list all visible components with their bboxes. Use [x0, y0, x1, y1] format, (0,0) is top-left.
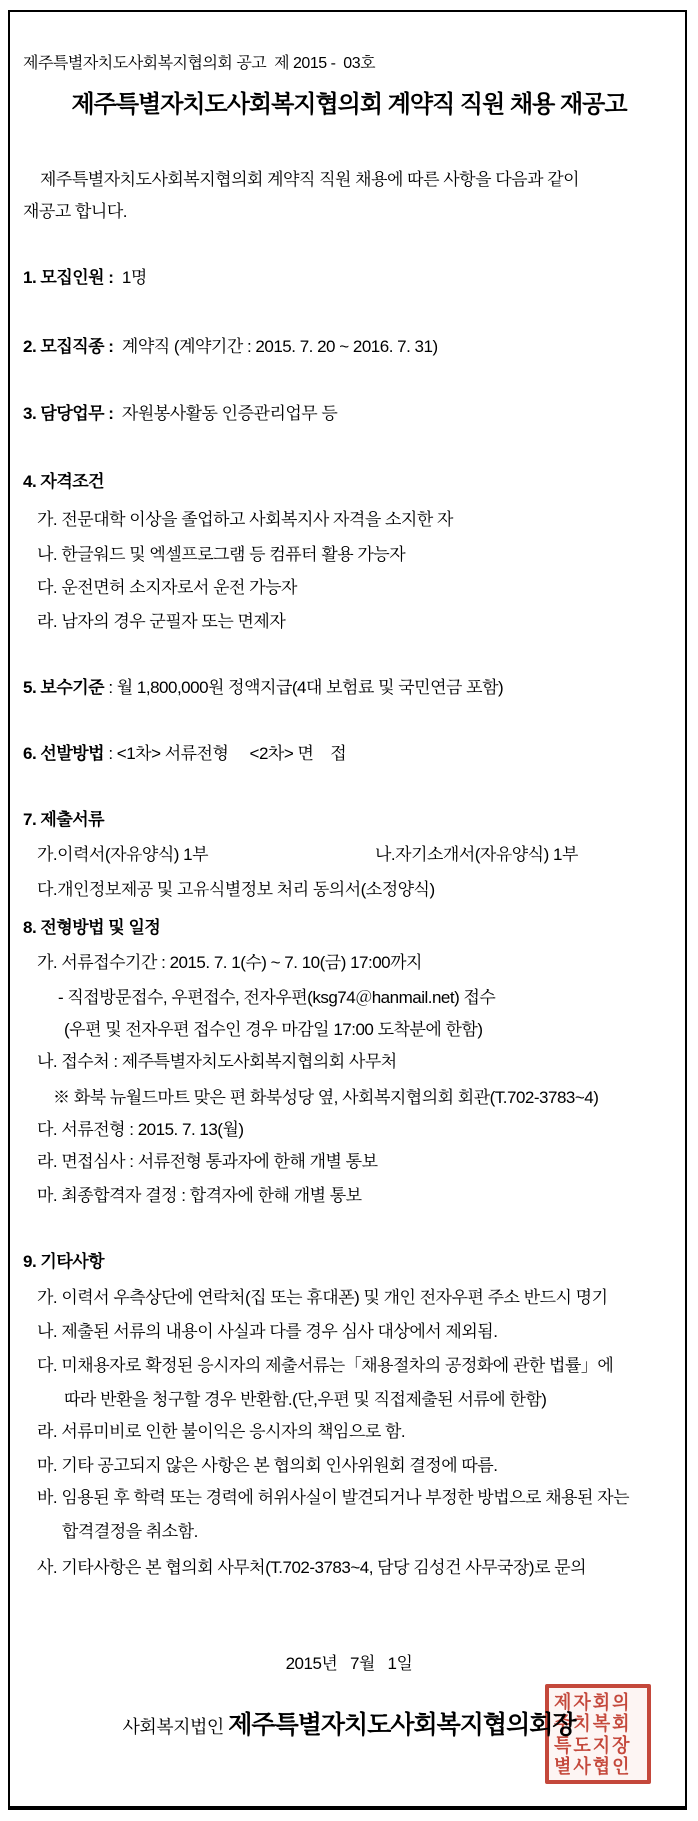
section-5-value: : 월 1,800,000원 정액지급(4대 보험료 및 국민연금 포함)	[104, 678, 504, 697]
seal-row: 별사협인	[554, 1755, 632, 1777]
intro-line-2: 재공고 합니다.	[23, 202, 127, 221]
section-9-item: 다. 미채용자로 확정된 응시자의 제출서류는「채용절차의 공정화에 관한 법률」에	[37, 1356, 614, 1375]
section-3-value: 자원봉사활동 인증관리업무 등	[117, 404, 338, 423]
section-9-heading: 9. 기타사항	[23, 1252, 105, 1271]
section-9-item: 마. 기타 공고되지 않은 사항은 본 협의회 인사위원회 결정에 따름.	[37, 1456, 498, 1475]
section-8-heading: 8. 전형방법 및 일정	[23, 918, 161, 937]
seal-row: 제자회의	[554, 1691, 632, 1713]
section-6-value: : <1차> 서류전형 <2차> 면 접	[104, 744, 347, 763]
document-date: 2015년 7월 1일	[285, 1654, 413, 1673]
section-4-item: 나. 한글워드 및 엑셀프로그램 등 컴퓨터 활용 가능자	[37, 545, 406, 564]
section-8-note: ※ 화북 뉴월드마트 맞은 편 화북성당 옆, 사회복지협의회 회관(T.702-3783~4)	[53, 1088, 599, 1107]
section-7-item-consent: 다.개인정보제공 및 고유식별정보 처리 동의서(소정양식)	[37, 880, 435, 899]
section-8-item: 마. 최종합격자 결정 : 합격자에 한해 개별 통보	[37, 1186, 362, 1205]
section-9-subitem: 따라 반환을 청구할 경우 반환함.(단,우편 및 직접제출된 서류에 한함)	[64, 1390, 547, 1409]
section-2-value: 계약직 (계약기간 : 2015. 7. 20 ~ 2016. 7. 31)	[117, 337, 438, 356]
section-3-duties	[23, 403, 337, 425]
section-8-subitem: - 직접방문접수, 우편접수, 전자우편(ksg74＠hanmail.net) 접수	[58, 988, 496, 1007]
section-1-recruit-count	[23, 267, 147, 289]
intro-line-1: 제주특별자치도사회복지협의회 계약직 직원 채용에 따른 사항을 다음과 같이	[40, 170, 580, 189]
notice-number: 제주특별자치도사회복지협의회 공고 제 2015 - 03호	[23, 55, 376, 72]
section-1-value: 1명	[117, 268, 147, 287]
section-3-label: 3. 담당업무 :	[23, 404, 118, 423]
section-8-subitem: (우편 및 전자우편 접수인 경우 마감일 17:00 도착분에 한함)	[64, 1020, 483, 1039]
section-6-selection-method	[23, 743, 346, 765]
section-2-job-type	[23, 336, 438, 358]
signature-org-type: 사회복지법인	[122, 1717, 229, 1737]
section-5-label: 5. 보수기준	[23, 678, 105, 697]
section-7-item-cover-letter: 나.자기소개서(자유양식) 1부	[375, 845, 578, 864]
section-9-item: 라. 서류미비로 인한 불이익은 응시자의 책임으로 함.	[37, 1422, 406, 1441]
section-8-item: 다. 서류전형 : 2015. 7. 13(월)	[37, 1120, 244, 1139]
signature	[0, 1705, 698, 1741]
section-7-item-resume: 가.이력서(자유양식) 1부	[37, 845, 209, 864]
section-8-item: 가. 서류접수기간 : 2015. 7. 1(수) ~ 7. 10(금) 17:00까지	[37, 953, 422, 972]
section-4-heading: 4. 자격조건	[23, 472, 105, 491]
section-9-item: 사. 기타사항은 본 협의회 사무처(T.702-3783~4, 담당 김성건 사무국장)로 문의	[37, 1558, 587, 1577]
section-6-label: 6. 선발방법	[23, 744, 105, 763]
signature-president-name: 제주특별자치도사회복지협의회장	[228, 1711, 576, 1739]
section-9-item: 나. 제출된 서류의 내용이 사실과 다를 경우 심사 대상에서 제외됨.	[37, 1322, 498, 1341]
section-8-item: 라. 면접심사 : 서류전형 통과자에 한해 개별 통보	[37, 1152, 378, 1171]
section-9-item: 가. 이력서 우측상단에 연락처(집 또는 휴대폰) 및 개인 전자우편 주소 반드시 명기	[37, 1288, 608, 1307]
section-9-subitem: 합격결정을 취소함.	[62, 1522, 198, 1541]
section-7-heading: 7. 제출서류	[23, 810, 105, 829]
section-4-item: 라. 남자의 경우 군필자 또는 면제자	[37, 612, 286, 631]
section-4-item: 가. 전문대학 이상을 졸업하고 사회복지사 자격을 소지한 자	[37, 510, 453, 529]
section-8-item: 나. 접수처 : 제주특별자치도사회복지협의회 사무처	[37, 1052, 397, 1071]
section-4-item: 다. 운전면허 소지자로서 운전 가능자	[37, 578, 297, 597]
page-title: 제주특별자치도사회복지협의회 계약직 직원 채용 재공고	[71, 91, 627, 118]
seal-row: 특도지장	[554, 1734, 632, 1756]
section-2-label: 2. 모집직종 :	[23, 337, 118, 356]
section-1-label: 1. 모집인원 :	[23, 268, 118, 287]
section-5-salary	[23, 677, 503, 699]
seal-row: 주치복회	[554, 1712, 632, 1734]
section-9-item: 바. 임용된 후 학력 또는 경력에 허위사실이 발견되거나 부정한 방법으로 채용된 자는	[37, 1488, 630, 1507]
